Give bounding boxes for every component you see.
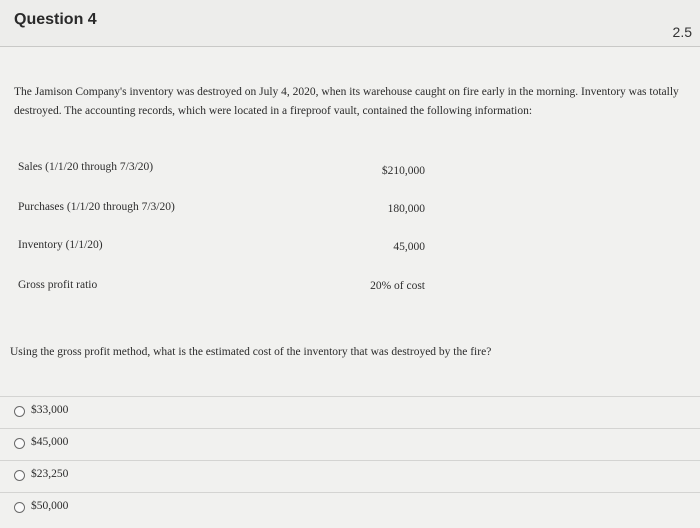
question-intro: The Jamison Company's inventory was destroyed on July 4, 2020, when its warehouse caught on fire early in the morning. Inventory was totally destroyed. The accounting records, which were located in a fireproof vault, contained the following information: [14,86,679,117]
points-value: 2.5 [672,24,692,40]
info-value-sales: $210,000 [381,165,425,177]
info-value-purchases: 180,000 [387,203,425,215]
info-value-gross-profit: 20% of cost [370,280,425,292]
info-label-sales: Sales (1/1/20 through 7/3/20) [18,161,154,173]
radio-button-icon[interactable] [14,470,25,481]
answer-option-label: $33,000 [31,404,69,416]
info-label-purchases: Purchases (1/1/20 through 7/3/20) [18,201,175,213]
answer-option-4[interactable] [0,492,700,524]
info-label-gross-profit: Gross profit ratio [18,279,98,291]
answer-option-3[interactable] [0,460,700,492]
radio-button-icon[interactable] [14,438,25,449]
question-prompt: Using the gross profit method, what is the estimated cost of the inventory that was destroyed by the fire? [10,346,492,358]
answer-option-label: $50,000 [31,500,69,512]
question-header [0,0,700,47]
radio-button-icon[interactable] [14,406,25,417]
question-title: Question 4 [14,11,97,28]
info-label-inventory: Inventory (1/1/20) [18,239,103,251]
info-value-inventory: 45,000 [393,241,425,253]
answer-option-1[interactable] [0,396,700,428]
answer-option-label: $23,250 [31,468,69,480]
answer-option-2[interactable] [0,428,700,460]
radio-button-icon[interactable] [14,502,25,513]
answer-option-label: $45,000 [31,436,69,448]
